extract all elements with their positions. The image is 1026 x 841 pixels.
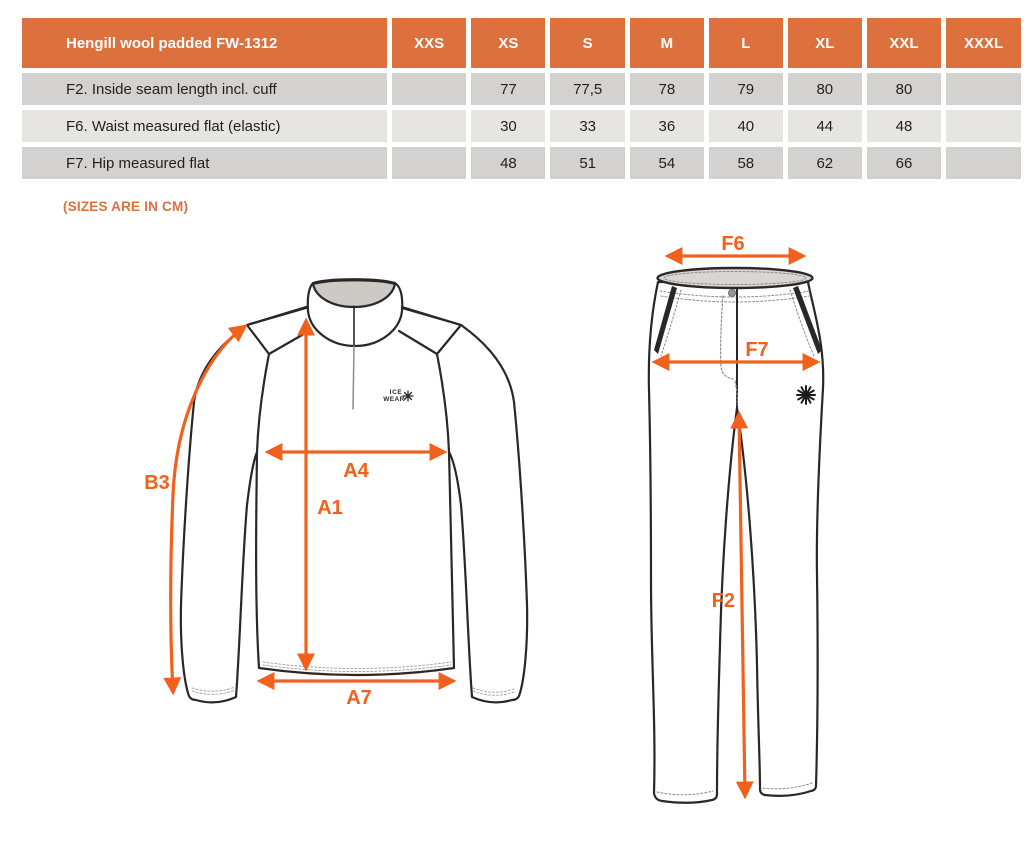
sweater-zipper-line — [353, 346, 354, 409]
cell-value: 30 — [471, 110, 545, 142]
cell-value: 33 — [550, 110, 624, 142]
pants-diagram — [649, 233, 823, 803]
cell-value: 66 — [867, 147, 941, 179]
icewear-logo-text-ice: ICE — [389, 389, 403, 396]
cell-value: 80 — [867, 73, 941, 105]
pants-button — [729, 290, 736, 297]
pants-waistband — [658, 268, 813, 288]
size-header-l: L — [709, 18, 783, 68]
cell-value: 40 — [709, 110, 783, 142]
cell-value: 48 — [471, 147, 545, 179]
size-header-m: M — [630, 18, 704, 68]
b3-label: B3 — [144, 472, 170, 494]
row-label: F2. Inside seam length incl. cuff — [22, 73, 387, 105]
sizes-unit-note: (SIZES ARE IN CM) — [63, 199, 189, 214]
cell-value: 78 — [630, 73, 704, 105]
size-header-xxxl: XXXL — [946, 18, 1021, 68]
size-header-xs: XS — [471, 18, 545, 68]
f2-label: F2 — [711, 590, 735, 612]
a7-label: A7 — [346, 687, 372, 709]
cell-value: 51 — [550, 147, 624, 179]
a4-label: A4 — [343, 460, 369, 482]
sweater-diagram — [144, 279, 527, 709]
cell-value: 58 — [709, 147, 783, 179]
cell-value: 48 — [867, 110, 941, 142]
cell-value: 79 — [709, 73, 783, 105]
size-header-xxs: XXS — [392, 18, 466, 68]
cell-value: 54 — [630, 147, 704, 179]
row-label: F6. Waist measured flat (elastic) — [22, 110, 387, 142]
size-header-xxl: XXL — [867, 18, 941, 68]
icewear-logo-text-wear: WEAR — [383, 396, 405, 403]
f7-label: F7 — [745, 339, 769, 361]
cell-value: 80 — [788, 73, 862, 105]
a1-label: A1 — [317, 497, 343, 519]
cell-value: 44 — [788, 110, 862, 142]
size-header-s: S — [550, 18, 624, 68]
row-label: F7. Hip measured flat — [22, 147, 387, 179]
cell-value: 62 — [788, 147, 862, 179]
cell-value: 36 — [630, 110, 704, 142]
product-title: Hengill wool padded FW-1312 — [22, 18, 387, 68]
cell-value: 77 — [471, 73, 545, 105]
f6-label: F6 — [721, 233, 745, 255]
cell-value: 77,5 — [550, 73, 624, 105]
icewear-snowflake-icon — [403, 391, 413, 401]
size-header-xl: XL — [788, 18, 862, 68]
